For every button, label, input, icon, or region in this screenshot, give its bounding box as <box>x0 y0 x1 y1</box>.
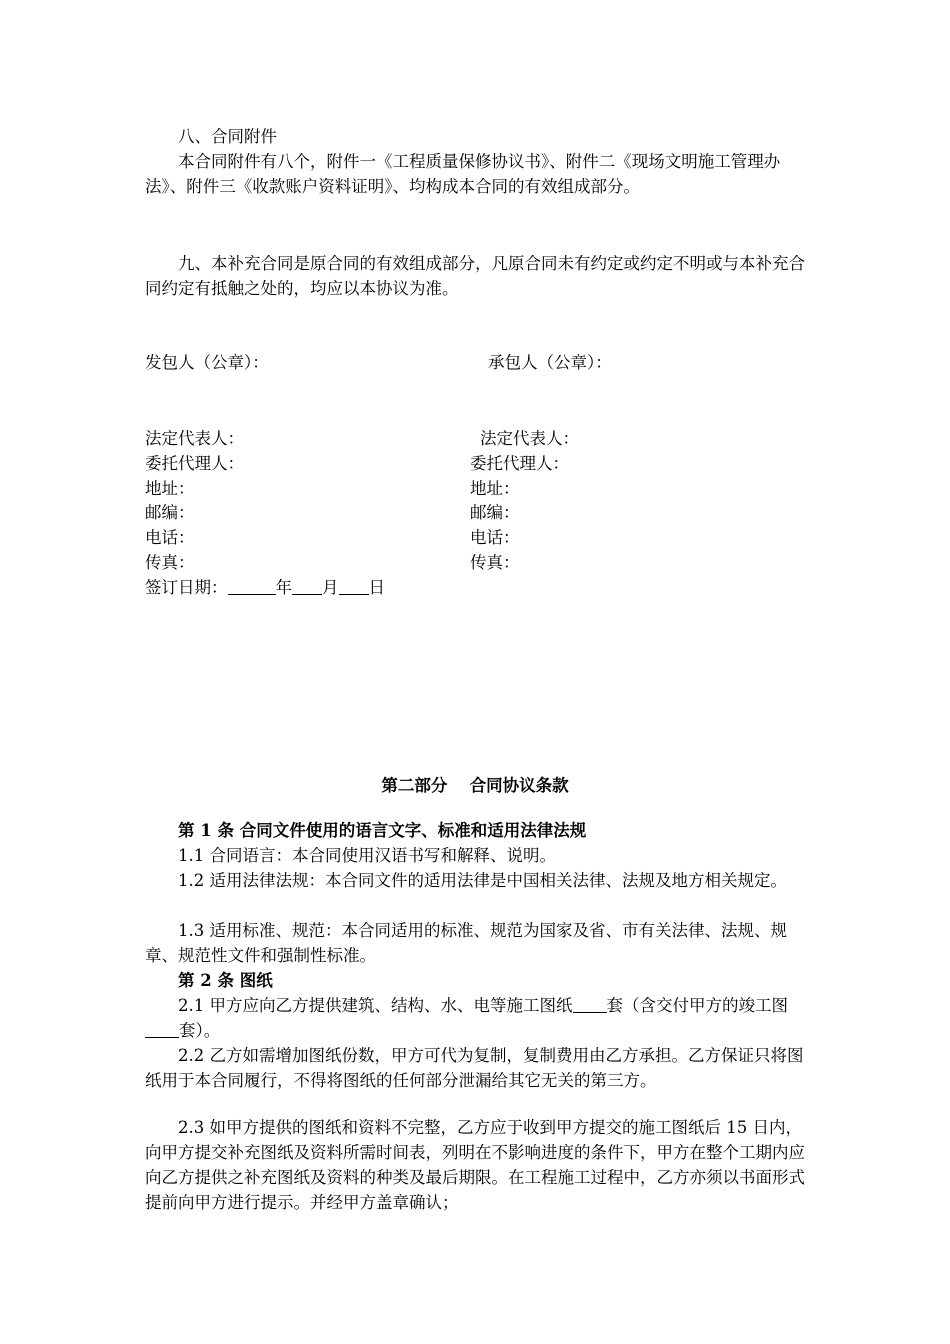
contractor-seal-label: 承包人（公章）： <box>488 353 612 372</box>
right-address-label: 地址： <box>470 479 520 498</box>
left-agent-label: 委托代理人： <box>145 454 244 473</box>
article-1-3: 1.3 适用标准、规范：本合同适用的标准、规范为国家及省、市有关法律、法规、规章、规范性文件和强制性标准。 <box>145 921 787 965</box>
employer-seal-label: 发包人（公章）： <box>145 353 269 372</box>
section-8-body: 本合同附件有八个，附件一《工程质量保修协议书》、附件二《现场文明施工管理办法》、附件三《收款账户资料证明》、均构成本合同的有效组成部分。 <box>145 152 781 196</box>
right-phone-label: 电话： <box>470 528 520 547</box>
sets-blank <box>573 994 607 1013</box>
article-2-3: 2.3 如甲方提供的图纸和资料不完整，乙方应于收到甲方提交的施工图纸后 15 日内，向甲方提交补充图纸及资料所需时间表，列明在不影响进度的条件下，甲方在整个工期内应向乙方提供之补充图纸及资料的种类及最后期限。在工程施工过程中，乙方亦须以书面形式提前向甲方进行提示。并经甲方盖章确认； <box>145 1118 805 1212</box>
part-2-title: 第二部分 合同协议条款 <box>381 776 569 795</box>
article-1-heading: 第 1 条 合同文件使用的语言文字、标准和适用法律法规 <box>178 821 587 840</box>
article-1-2: 1.2 适用法律法规：本合同文件的适用法律是中国相关法律、法规及地方相关规定。 <box>178 871 787 890</box>
signing-date <box>145 575 385 600</box>
as-built-sets-blank <box>145 1019 179 1038</box>
left-phone-label: 电话： <box>145 528 195 547</box>
section-9-body: 九、本补充合同是原合同的有效组成部分，凡原合同未有约定或约定不明或与本补充合同约定有抵触之处的，均应以本协议为准。 <box>145 254 805 298</box>
signing-date-label: 签订日期： <box>145 578 228 597</box>
article-1-1: 1.1 合同语言：本合同使用汉语书写和解释、说明。 <box>178 846 556 865</box>
day-blank <box>339 576 369 595</box>
right-agent-label: 委托代理人： <box>470 454 569 473</box>
year-unit: 年 <box>275 578 292 597</box>
left-fax-label: 传真： <box>145 553 195 572</box>
right-fax-label: 传真： <box>470 553 520 572</box>
year-blank <box>228 576 276 595</box>
left-legal-rep-label: 法定代表人： <box>145 429 244 448</box>
day-unit: 日 <box>368 578 385 597</box>
article-2-1: 2.1 甲方应向乙方提供建筑、结构、水、电等施工图纸 套（含交付甲方的竣工图套）。 <box>145 993 810 1043</box>
month-blank <box>292 576 322 595</box>
left-postcode-label: 邮编： <box>145 503 195 522</box>
right-legal-rep-label: 法定代表人： <box>480 429 579 448</box>
section-8-heading: 八、合同附件 <box>178 127 277 146</box>
month-unit: 月 <box>322 578 339 597</box>
right-postcode-label: 邮编： <box>470 503 520 522</box>
article-2-heading: 第 2 条 图纸 <box>178 971 273 990</box>
left-address-label: 地址： <box>145 479 195 498</box>
article-2-2: 2.2 乙方如需增加图纸份数，甲方可代为复制，复制费用由乙方承担。乙方保证只将图纸用于本合同履行，不得将图纸的任何部分泄漏给其它无关的第三方。 <box>145 1046 804 1090</box>
